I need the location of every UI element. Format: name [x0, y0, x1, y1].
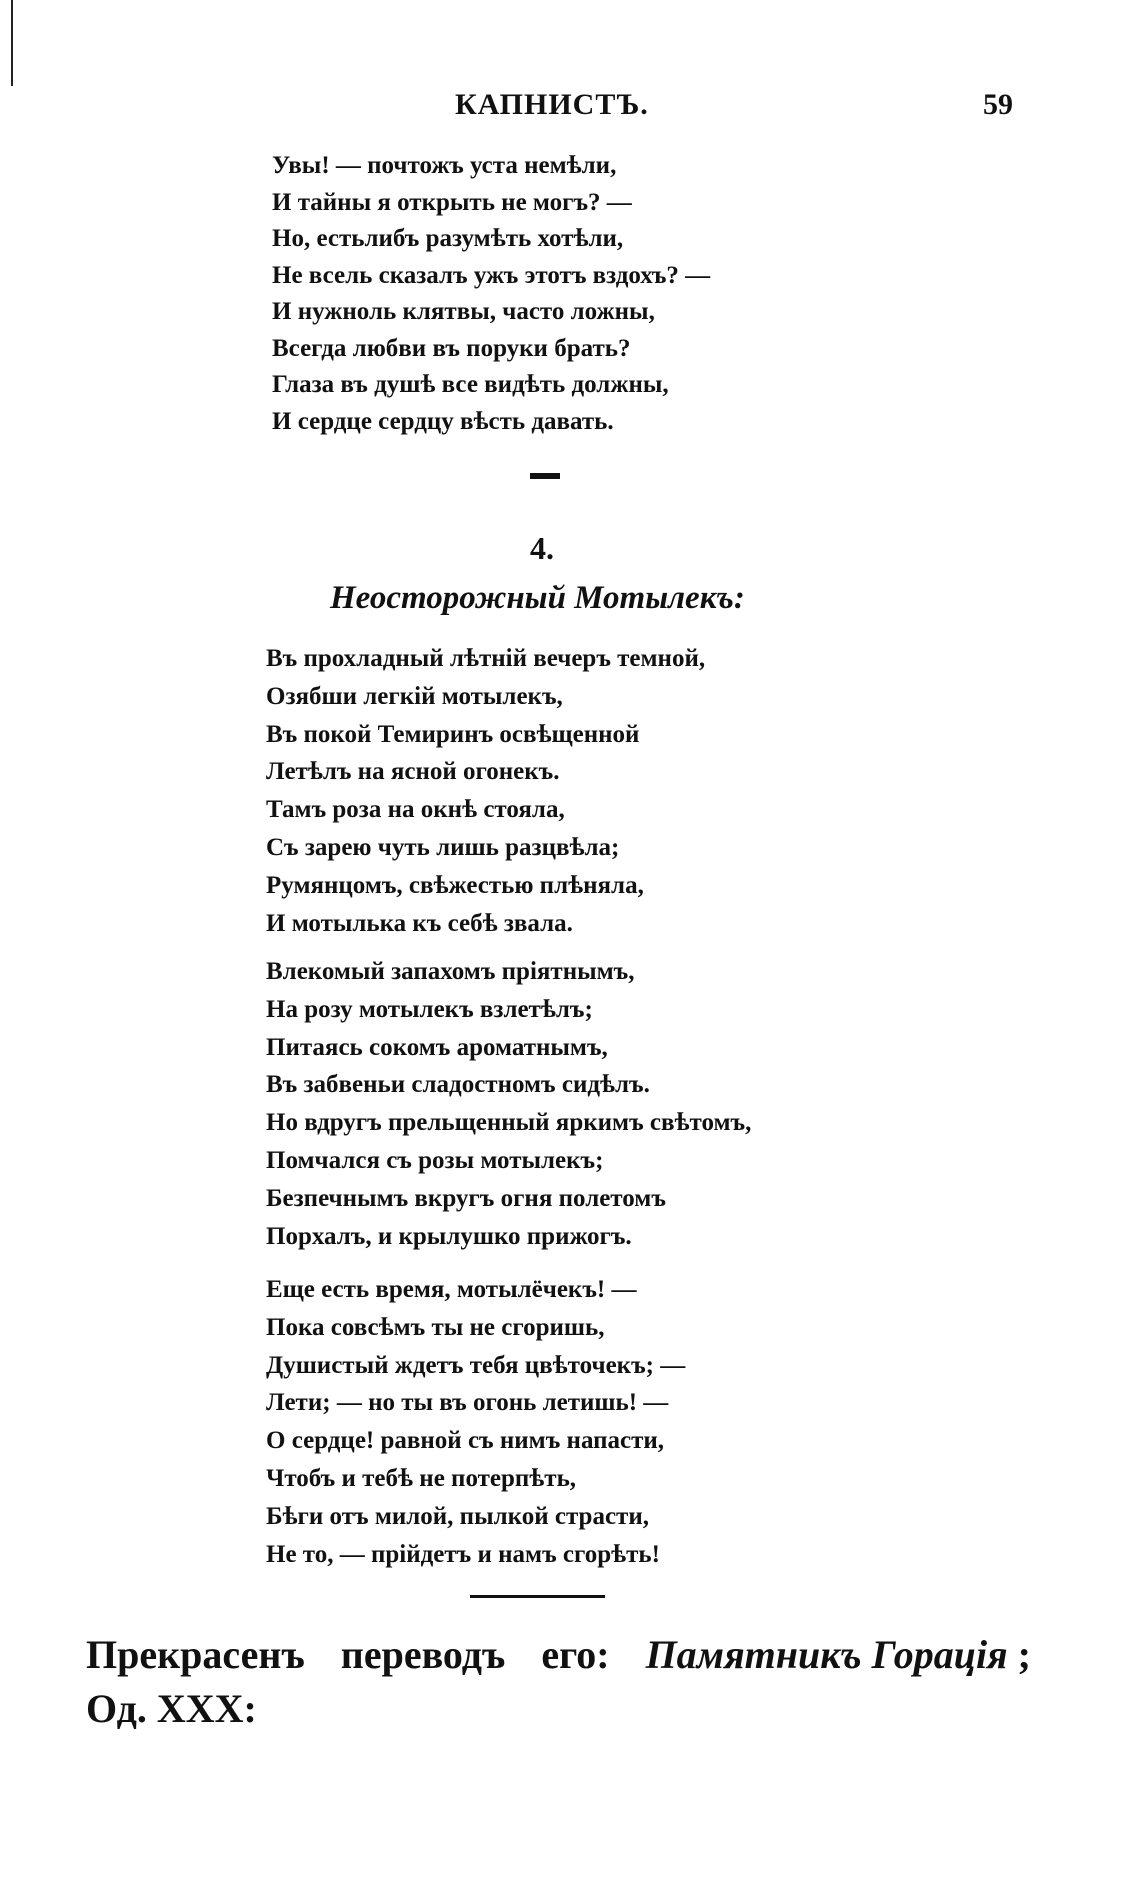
- verse-line: Порхалъ, и крылушко прижогъ.: [266, 1222, 632, 1250]
- verse-line: Влекомый запахомъ пріятнымъ,: [266, 958, 635, 985]
- poem-end-rule: [470, 1595, 605, 1598]
- verse-line: О сердце! равной съ нимъ напасти,: [266, 1427, 665, 1455]
- verse-line: Помчался съ розы мотылекъ;: [266, 1146, 604, 1174]
- verse-line: Но вдругъ прельщенный яркимъ свѣтомъ,: [266, 1109, 752, 1137]
- verse-line: Съ зарею чуть лишь разцвѣла;: [266, 833, 620, 861]
- prose-word: Прекрасенъ: [86, 1632, 305, 1677]
- verse-line: Безпечнымъ вкругъ огня полетомъ: [266, 1184, 666, 1212]
- verse-line: Не всель сказалъ ужъ этотъ вздохъ? —: [272, 261, 711, 289]
- poem1-stanza: [272, 148, 710, 440]
- verse-line: Бѣги отъ милой, пылкой страсти,: [266, 1502, 649, 1530]
- verse-line: На розу мотылекъ взлетѣлъ;: [266, 995, 593, 1023]
- verse-line: Въ прохладный лѣтній вечеръ темной,: [266, 645, 706, 672]
- work-title-horace: Горація: [871, 1632, 1008, 1677]
- page-header: [0, 88, 1140, 128]
- verse-line: И мотылька къ себѣ звала.: [266, 909, 573, 937]
- prose-word: его:: [541, 1632, 610, 1677]
- verse-line: И тайны я открыть не могъ? —: [272, 188, 632, 216]
- verse-line: Тамъ роза на окнѣ стояла,: [266, 796, 565, 824]
- verse-line: Чтобъ и тебѣ не потерпѣть,: [266, 1464, 577, 1492]
- verse-line: Глаза въ душѣ все видѣть должны,: [272, 371, 669, 398]
- verse-line: И нужноль клятвы, часто ложны,: [272, 298, 655, 325]
- poem-number: 4.: [530, 530, 554, 566]
- verse-line: Въ покой Темиринъ освѣщенной: [266, 720, 640, 748]
- poem2-stanza-1: [266, 640, 705, 942]
- poem-title: Неосторожный Мотылекъ:: [330, 580, 745, 616]
- prose-line-2: Од. XXX:: [86, 1686, 257, 1731]
- verse-line: Въ забвеньи сладостномъ сидѣлъ.: [266, 1071, 650, 1099]
- prose-line-1: [86, 1628, 1046, 1682]
- section-divider-dash: [530, 473, 560, 479]
- poem2-stanza-3: [266, 1271, 685, 1573]
- verse-line: Пока совсѣмъ ты не сгоришь,: [266, 1313, 605, 1341]
- verse-line: Увы! — почтожъ уста немѣли,: [272, 152, 617, 179]
- work-title-monument: Памятникъ: [645, 1632, 862, 1677]
- verse-line: Питаясь сокомъ ароматнымъ,: [266, 1033, 608, 1061]
- verse-line: Летѣлъ на ясной огонекъ.: [266, 758, 560, 786]
- running-head: КАПНИСТЪ.: [455, 88, 649, 121]
- verse-line: Румянцомъ, свѣжестью плѣняла,: [266, 871, 644, 899]
- verse-line: Но, естьлибъ разумѣть хотѣли,: [272, 225, 624, 252]
- verse-line: Не то, — прійдетъ и намъ сгорѣть!: [266, 1540, 660, 1568]
- page-edge-line: [11, 0, 13, 86]
- verse-line: Озябши легкій мотылекъ,: [266, 682, 563, 710]
- verse-line: Душистый ждетъ тебя цвѣточекъ; —: [266, 1351, 686, 1379]
- prose-word: переводъ: [340, 1632, 506, 1677]
- page-number: 59: [983, 88, 1013, 121]
- prose-paragraph: [86, 1628, 1046, 1736]
- verse-line: Всегда любви въ поруки брать?: [272, 334, 631, 362]
- verse-line: Еще есть время, мотылёчекъ! —: [266, 1276, 637, 1303]
- verse-line: И сердце сердцу вѣсть давать.: [272, 407, 614, 435]
- prose-punct: ;: [1017, 1632, 1031, 1677]
- verse-line: Лети; — но ты въ огонь летишь! —: [266, 1389, 669, 1417]
- poem2-stanza-2: [266, 953, 751, 1255]
